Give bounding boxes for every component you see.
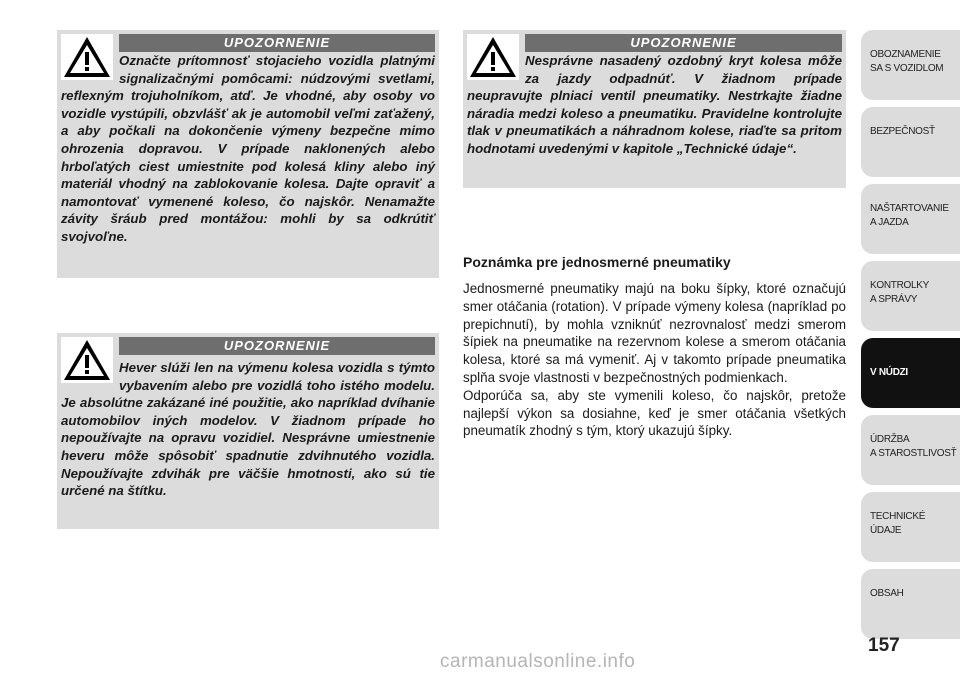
warning-box-1 (57, 30, 439, 278)
nav-tab-label: OBOZNAMENIE (870, 49, 941, 60)
nav-tab-label: OBSAH (870, 588, 904, 599)
nav-tab-kontrolky[interactable] (861, 261, 960, 331)
warning-header: UPOZORNENIE (119, 337, 435, 355)
nav-tab-technicke[interactable] (861, 492, 960, 562)
nav-tab-label: TECHNICKÉ (870, 511, 926, 522)
nav-tab-label: V NÚDZI (870, 367, 908, 378)
nav-tab-label: NAŠTARTOVANIE (870, 203, 949, 214)
note-section (463, 254, 846, 440)
nav-tab-nastartovanie[interactable] (861, 184, 960, 254)
nav-tab-oboznamenie[interactable] (861, 30, 960, 100)
note-body (463, 280, 846, 440)
nav-tab-obsah[interactable] (861, 569, 960, 639)
watermark: carmanualsonline.info (440, 651, 636, 672)
nav-tab-label: A STAROSTLIVOSŤ (870, 448, 957, 459)
page-number: 157 (868, 635, 900, 656)
nav-tab-label: ÚDAJE (870, 525, 902, 536)
nav-tab-udrzba[interactable] (861, 415, 960, 485)
note-paragraph: Odporúča sa, aby ste vymenili koleso, čo najskôr, pretože najlepší výkon sa dosiahne, keď je smer otáčania všetkých pneumatík zhodný s tým, ktorý ukazujú šípky. (463, 387, 846, 439)
warning-text: Nesprávne nasadený ozdobný kryt kolesa môže za jazdy odpadnúť. V žiadnom prípade neupravujte plniaci ventil pneumatiky. Nestrkajte žiadne náradia medzi koleso a pneumatiku. Pravidelne kontrolujte tlak v pneumatikách a náhradnom kolese, riaďte sa pritom hodnotami uvedenými v kapitole „Technické údaje“. (467, 53, 842, 156)
nav-tab-label: BEZPEČNOSŤ (870, 126, 935, 137)
warning-box-3 (463, 30, 846, 188)
nav-tab-label: A JAZDA (870, 217, 909, 228)
warning-text: Hever slúži len na výmenu kolesa vozidla s týmto vybavením alebo pre vozidlá toho istého modelu. Je absolútne zakázané iné použitie, ako napríklad dvíhanie automobilov iných modelov. V žiadnom prípade ho nepoužívajte na opravu vozidiel. Nesprávne umiestnenie heveru môže spôsobiť spadnutie zdvihnutého vozidla. Nepoužívajte zdvihák pre väčšie hmotnosti, ako sú tie určené na štítku. (61, 360, 435, 499)
nav-tab-label: KONTROLKY (870, 280, 929, 291)
note-title: Poznámka pre jednosmerné pneumatiky (463, 254, 731, 270)
warning-text: Označte prítomnosť stojacieho vozidla platnými signalizačnými pomôcami: núdzovými svetlami, reflexným trojuholníkom, atď. Je vhodné, aby osoby vo vozidle vystúpili, obzvlášť ak je automobil veľmi zaťažený, a aby počkali na dokončenie výmeny bezpečne mimo ohrozenia dopravou. V prípade naklonených alebo hrboľatých ciest umiestnite pod kolesá kliny alebo iný materiál vhodný na zablokovanie kolesa. Dajte opraviť a namontovať vymenené koleso, čo najskôr. Nenamažte závity šráub pred montážou: mohli by sa odkrútiť svojvoľne. (61, 53, 435, 244)
chapter-nav (861, 30, 960, 646)
note-paragraph: Jednosmerné pneumatiky majú na boku šípky, ktoré označujú smer otáčania (rotation). V prípade výmeny kolesa (napríklad po prepichnutí), by mohla vzniknúť nezrovnalosť medzi smerom šípiek na pneumatike na rezervnom kolese a smerom otáčania kolesa, ktoré sa má vymeniť. Aj v takomto prípade pneumatika splňa svoje vlastnosti v bezpečnostných podmienkach. (463, 281, 846, 385)
warning-header: UPOZORNENIE (119, 34, 435, 52)
nav-tab-label: ÚDRŽBA (870, 434, 910, 445)
warning-box-2 (57, 333, 439, 529)
nav-tab-label: A SPRÁVY (870, 294, 918, 305)
warning-header: UPOZORNENIE (525, 34, 842, 52)
nav-tab-label: SA S VOZIDLOM (870, 63, 944, 74)
nav-tab-v-nudzi[interactable] (861, 338, 960, 408)
nav-tab-bezpecnost[interactable] (861, 107, 960, 177)
